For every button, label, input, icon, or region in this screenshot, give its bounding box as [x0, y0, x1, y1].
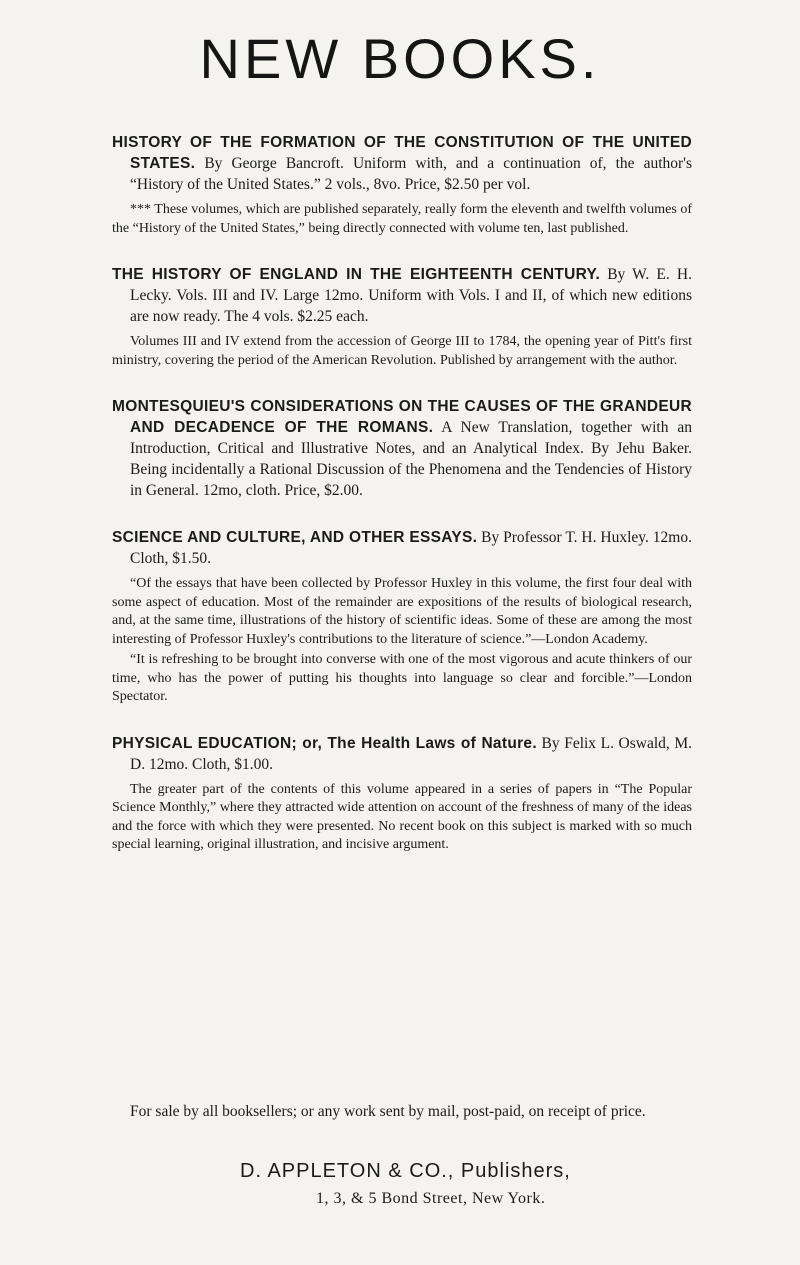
publisher-name: D. APPLETON & CO., Publishers,: [240, 1160, 571, 1182]
book-review-quote: “It is refreshing to be brought into converse with one of the most vigorous and acute thinkers of our time, who has the power of putting his thoughts into language so clear and forcible.”—London Spectator.: [112, 652, 692, 704]
book-heading: [112, 527, 692, 569]
book-note: The greater part of the contents of this volume appeared in a series of papers in “The Popular Science Monthly,” where they attracted wide attention on account of the freshness of many of the ideas and the force with which they were presented. No recent book on this subject is marked with so much special learning, original illustration, and incisive argument.: [112, 781, 692, 852]
ordering-note: For sale by all booksellers; or any work sent by mail, post-paid, on receipt of price.: [130, 1103, 646, 1120]
book-note: Volumes III and IV extend from the accession of George III to 1784, the opening year of Pitt's first ministry, covering the period of the American Revolution. Published by arrangement with the author.: [112, 334, 692, 368]
book-entry: [112, 733, 692, 855]
book-entry: [112, 264, 692, 370]
book-details: A New Translation, together with an Introduction, Critical and Illustrative Notes, and an Analytical Index. By Jehu Baker. Being incidentally a Rational Discussion of the Phenomena and the Tendencies of History in General. 12mo, cloth. Price, $2.00.: [130, 419, 692, 499]
book-review-quote: “Of the essays that have been collected by Professor Huxley in this volume, the first four deal with some aspect of education. Most of the remainder are expositions of the results of biological research, and, at the same time, illustrations of the history of scientific ideas. Some of these are among the most interesting of Professor Huxley's contributions to the literature of science.”—London Academy.: [112, 576, 692, 647]
book-note: *** These volumes, which are published separately, really form the eleventh and twelfth volumes of the “History of the United States,” being directly connected with volume ten, last published.: [112, 202, 692, 236]
book-heading: [112, 132, 692, 195]
book-entry: [112, 396, 692, 501]
book-details: By Professor T. H. Huxley. 12mo. Cloth, $1.50.: [130, 529, 692, 567]
book-title: MONTESQUIEU'S CONSIDERATIONS ON THE CAUSES OF THE GRANDEUR AND DECADENCE OF THE ROMANS.: [112, 398, 692, 436]
book-title: SCIENCE AND CULTURE, AND OTHER ESSAYS.: [112, 529, 478, 546]
book-title: PHYSICAL EDUCATION; or, The Health Laws of Nature.: [112, 734, 537, 752]
book-entry: [112, 132, 692, 238]
page-title: NEW BOOKS.: [199, 27, 601, 90]
book-heading: [112, 733, 692, 775]
book-title: THE HISTORY OF ENGLAND IN THE EIGHTEENTH CENTURY.: [112, 266, 601, 283]
book-details: By W. E. H. Lecky. Vols. III and IV. Large 12mo. Uniform with Vols. I and II, of which new editions are now ready. The 4 vols. $2.25 each.: [130, 266, 692, 325]
book-heading: [112, 264, 692, 327]
book-heading: [112, 396, 692, 501]
book-entry: [112, 527, 692, 707]
book-details: By George Bancroft. Uniform with, and a continuation of, the author's “History of the United States.” 2 vols., 8vo. Price, $2.50 per vol.: [130, 155, 692, 193]
book-list: [112, 132, 692, 881]
publisher-address: 1, 3, & 5 Bond Street, New York.: [316, 1190, 546, 1207]
book-title: HISTORY OF THE FORMATION OF THE CONSTITUTION OF THE UNITED STATES.: [112, 134, 692, 172]
book-details: By Felix L. Oswald, M. D. 12mo. Cloth, $1.00.: [130, 734, 693, 773]
